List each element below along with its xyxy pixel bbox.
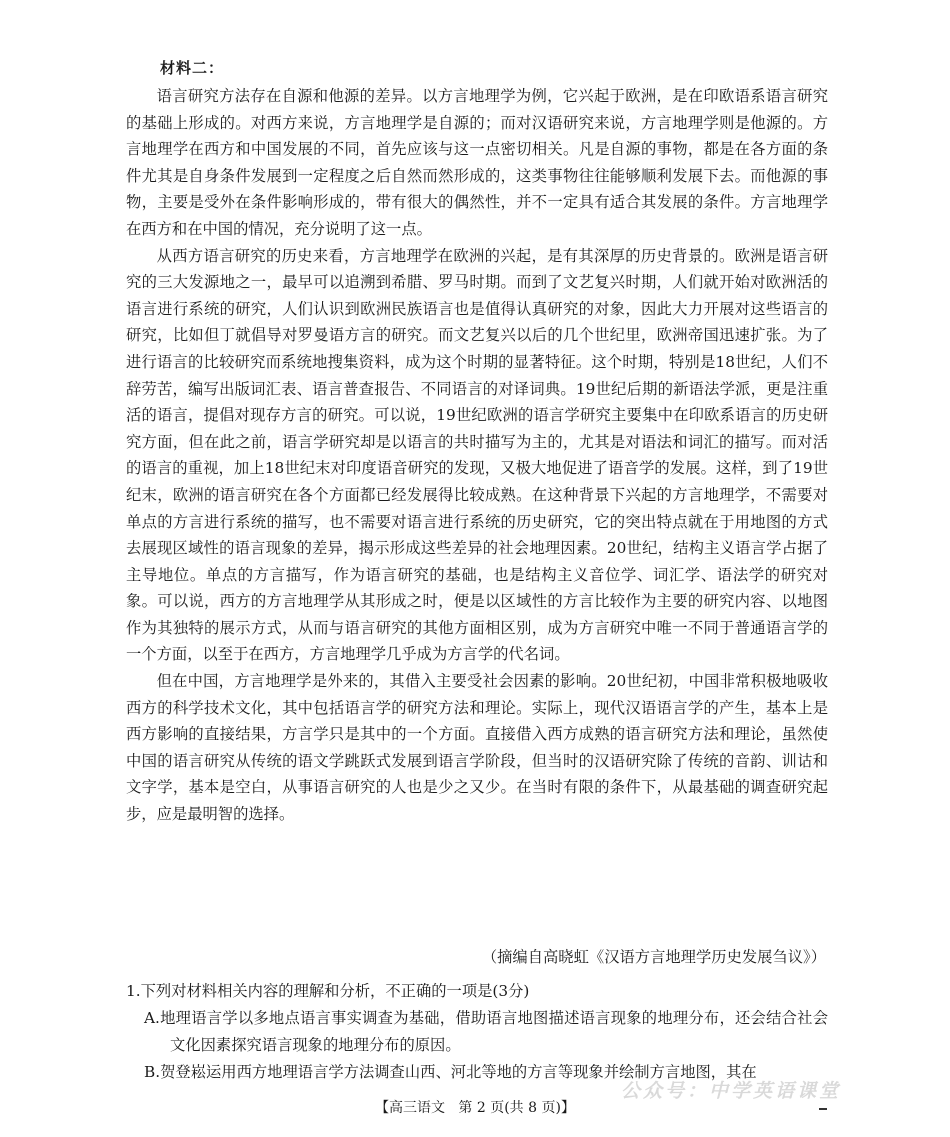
paragraph-3: 但在中国，方言地理学是外来的，其借入主要受社会因素的影响。20世纪初，中国非常积极地吸收西方的科学技术文化，其中包括语言学的研究方法和理论。实际上，现代汉语语言学的产生，基本上是西方影响的直接结果，方言学只是其中的一个方面。直接借入西方成熟的语言研究方法和理论，虽然使中国的语言研究从传统的语文学跳跃式发展到语言学阶段，但当时的汉语研究除了传统的音韵、训诂和文字学，基本是空白，从事语言研究的人也是少之又少。在当时有限的条件下，从最基础的调查研究起步，应是最明智的选择。 [126, 672, 828, 824]
section-title: 材料二： [160, 59, 225, 77]
material-body [126, 83, 828, 828]
paragraph-1: 语言研究方法存在自源和他源的差异。以方言地理学为例，它兴起于欧洲，是在印欧语系语言研究的基础上形成的。对西方来说，方言地理学是自源的；而对汉语研究来说，方言地理学则是他源的。方言地理学在西方和中国发展的不同，首先应该与这一点密切相关。凡是自源的事物，都是在各方面的条件尤其是自身条件发展到一定程度之后自然而然形成的，这类事物往往能够顺利发展下去。而他源的事物，主要是受外在条件影响形成的，带有很大的偶然性，并不一定具有适合其发展的条件。方言地理学在西方和在中国的情况，充分说明了这一点。 [126, 87, 828, 238]
option-a: A.地理语言学以多地点语言事实调查为基础，借助语言地图描述语言现象的地理分布，还会结合社会文化因素探究语言现象的地理分布的原因。 [144, 1009, 828, 1054]
option-b: B.贺登崧运用西方地理语言学方法调查山西、河北等地的方言等现象并绘制方言地图，其在 [144, 1063, 757, 1081]
footer-subject: 【高三语文 [375, 1100, 446, 1116]
footer-page-number: 第 2 页(共 8 页)】 [458, 1100, 575, 1116]
question-1 [126, 978, 828, 1086]
question-stem: 1.下列对材料相关内容的理解和分析，不正确的一项是(3分) [126, 982, 530, 1000]
paragraph-2: 从西方语言研究的历史来看，方言地理学在欧洲的兴起，是有其深厚的历史背景的。欧洲是语言研究的三大发源地之一，最早可以追溯到希腊、罗马时期。而到了文艺复兴时期，人们就开始对欧洲活的语言进行系统的研究，人们认识到欧洲民族语言也是值得认真研究的对象，因此大力开展对这些语言的研究，比如但丁就倡导对罗曼语方言的研究。而文艺复兴以后的几个世纪里，欧洲帝国迅速扩张。为了进行语言的比较研究而系统地搜集资料，成为这个时期的显著特征。这个时期，特别是18世纪，人们不辞劳苦，编写出版词汇表、语言普查报告、不同语言的对译词典。19世纪后期的新语法学派，更是注重活的语言，提倡对现存方言的研究。可以说，19世纪欧洲的语言学研究主要集中在印欧系语言的历史研究方面，但在此之前，语言学研究却是以语言的共时描写为主的，尤其是对语法和词汇的描写。而对活的语言的重视，加上18世纪末对印度语音研究的发现，又极大地促进了语音学的发展。这样，到了19世纪末，欧洲的语言研究在各个方面都已经发展得比较成熟。在这种背景下兴起的方言地理学，不需要对单点的方言进行系统的描写，也不需要对语言进行系统的历史研究，它的突出特点就在于用地图的方式去展现区域性的语言现象的差异，揭示形成这些差异的社会地理因素。20世纪，结构主义语言学占据了主导地位。单点的方言描写，作为语言研究的基础，也是结构主义音位学、词汇学、语法学的研究对象。可以说，西方的方言地理学从其形成之时，便是以区域性的方言比较作为主要的研究内容、以地图作为其独特的展示方式，从而与语言研究的其他方面相区别，成为方言研究中唯一不同于普通语言学的一个方面，以至于在西方，方言地理学几乎成为方言学的代名词。 [126, 246, 828, 664]
watermark: 公众号：中学英语课堂 [621, 1080, 842, 1102]
source-citation: （摘编自高晓虹《汉语方言地理学历史发展刍议》） [481, 948, 826, 966]
corner-mark [819, 1108, 827, 1110]
